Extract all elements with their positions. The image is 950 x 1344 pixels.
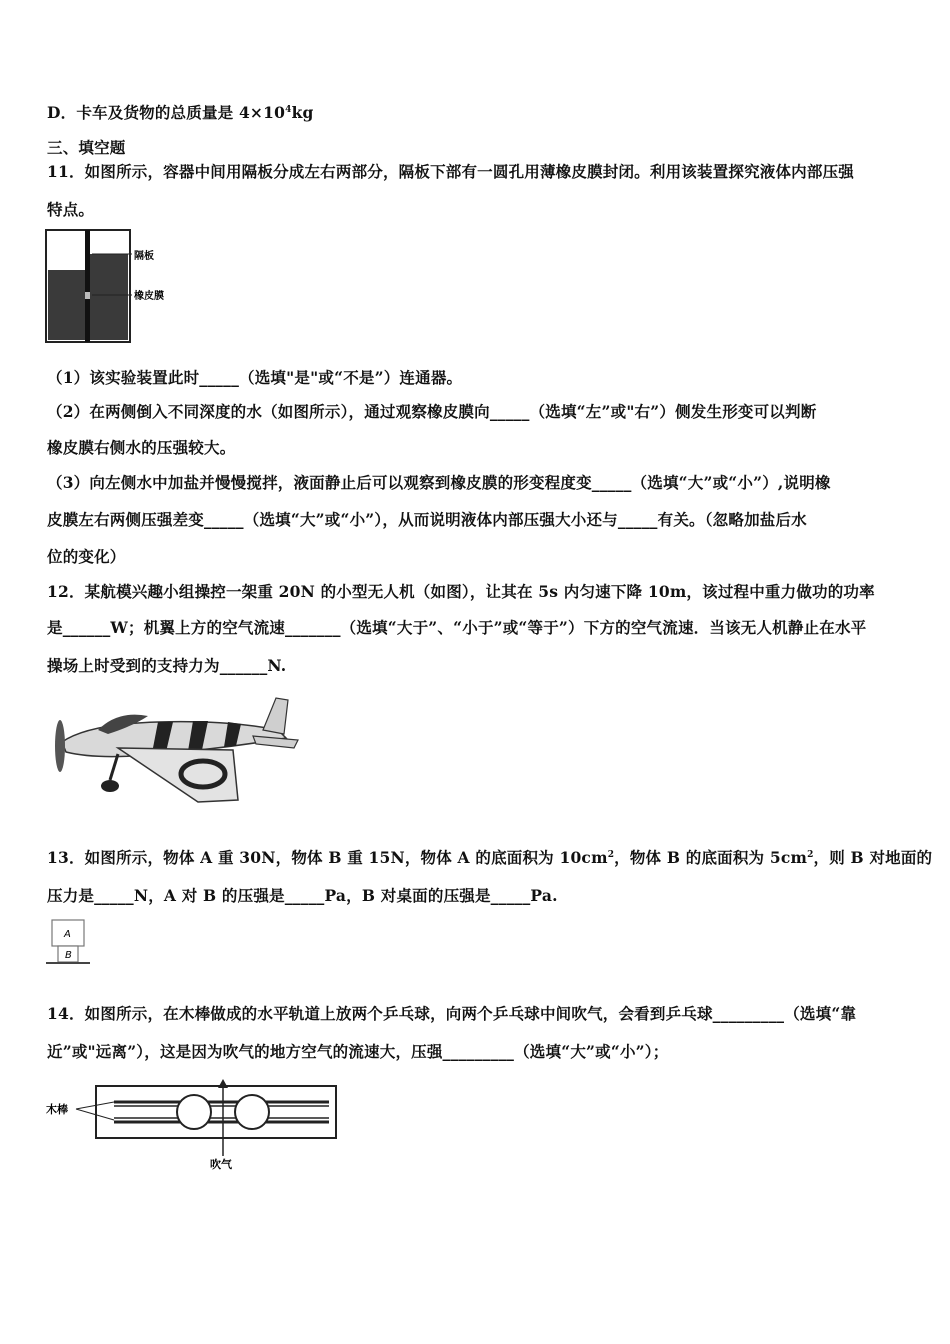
q11-part1: （1）该实验装置此时_____（选填"是"或“不是”）连通器。 xyxy=(47,368,463,387)
horizontal-tail xyxy=(253,736,298,748)
label-membrane: 橡皮膜 xyxy=(134,291,164,302)
q13-stem xyxy=(47,846,932,868)
wing xyxy=(118,748,238,802)
q12-stem-cont: 是______W；机翼上方的空气流速_______（选填“大于”、“小于”或“等于”）下方的空气流速．当该无人机静止在水平 xyxy=(47,618,867,637)
q12-stem-end: 操场上时受到的支持力为______N. xyxy=(47,656,287,675)
unit: kg xyxy=(291,103,314,122)
exponent-1: 2 xyxy=(607,849,615,860)
track-figure xyxy=(44,1076,344,1171)
vertical-tail xyxy=(263,698,288,734)
wheel xyxy=(101,780,119,792)
label-b: B xyxy=(65,950,72,961)
label-blow: 吹气 xyxy=(210,1158,232,1171)
q11-part3: （3）向左侧水中加盐并慢慢搅拌，液面静止后可以观察到橡皮膜的形变程度变_____（选填“大”或“小”）,说明橡 xyxy=(47,473,831,492)
container-figure xyxy=(44,228,174,346)
q13-stem-cont: 压力是_____N，A 对 B 的压强是_____Pa，B 对桌面的压强是_____Pa. xyxy=(47,886,558,905)
q14-stem-cont: 近”或"远离”），这是因为吹气的地方空气的流速大，压强_________（选填“大”或“小”）； xyxy=(47,1042,669,1061)
q14-stem: 14．如图所示，在木棒做成的水平轨道上放两个乒乓球，向两个乒乓球中间吹气，会看到乒乓球_________（选填“靠 xyxy=(47,1004,857,1023)
partition xyxy=(85,230,90,342)
drone-image xyxy=(48,690,303,805)
q11-stem: 11．如图所示，容器中间用隔板分成左右两部分，隔板下部有一圆孔用薄橡皮膜封闭。利用该装置探究液体内部压强 xyxy=(47,162,854,181)
q11-part2: （2）在两侧倒入不同深度的水（如图所示），通过观察橡皮膜向_____（选填“左”或"右”）侧发生形变可以判断 xyxy=(47,402,817,421)
membrane xyxy=(85,292,90,299)
option-d xyxy=(47,101,314,123)
section-heading: 三、填空题 xyxy=(47,138,126,157)
q13-stem-c: ，则 B 对地面的 xyxy=(813,848,933,867)
exponent: 4 xyxy=(285,104,292,115)
q11-part3-cont: 皮膜左右两侧压强差变_____（选填“大”或“小”），从而说明液体内部压强大小还与_____有关。（忽略加盐后水 xyxy=(47,510,807,529)
q11-part2-cont: 橡皮膜右侧水的压强较大。 xyxy=(47,438,236,457)
q11-part3-end: 位的变化） xyxy=(47,547,126,566)
option-d-text: D．卡车及货物的总质量是 4×10 xyxy=(47,103,286,122)
exponent-2: 2 xyxy=(807,849,814,860)
blocks-figure xyxy=(46,918,92,968)
blow-arrowhead xyxy=(218,1079,228,1088)
q13-stem-a: 13．如图所示，物体 A 重 30N，物体 B 重 15N，物体 A 的底面积为 10cm xyxy=(47,848,608,867)
propeller xyxy=(55,720,65,772)
label-stick: 木棒 xyxy=(46,1103,68,1116)
track-frame xyxy=(96,1086,336,1138)
q11-stem-cont: 特点。 xyxy=(47,200,95,219)
ball-right xyxy=(235,1095,269,1129)
ball-left xyxy=(177,1095,211,1129)
q12-stem: 12．某航模兴趣小组操控一架重 20N 的小型无人机（如图），让其在 5s 内匀速下降 10m，该过程中重力做功的功率 xyxy=(47,582,875,601)
label-partition: 隔板 xyxy=(134,251,154,262)
landing-gear xyxy=(110,754,118,780)
label-a: A xyxy=(64,929,71,940)
q13-stem-b: ，物体 B 的底面积为 5cm xyxy=(614,848,808,867)
right-water xyxy=(90,254,128,340)
left-water xyxy=(48,270,85,340)
